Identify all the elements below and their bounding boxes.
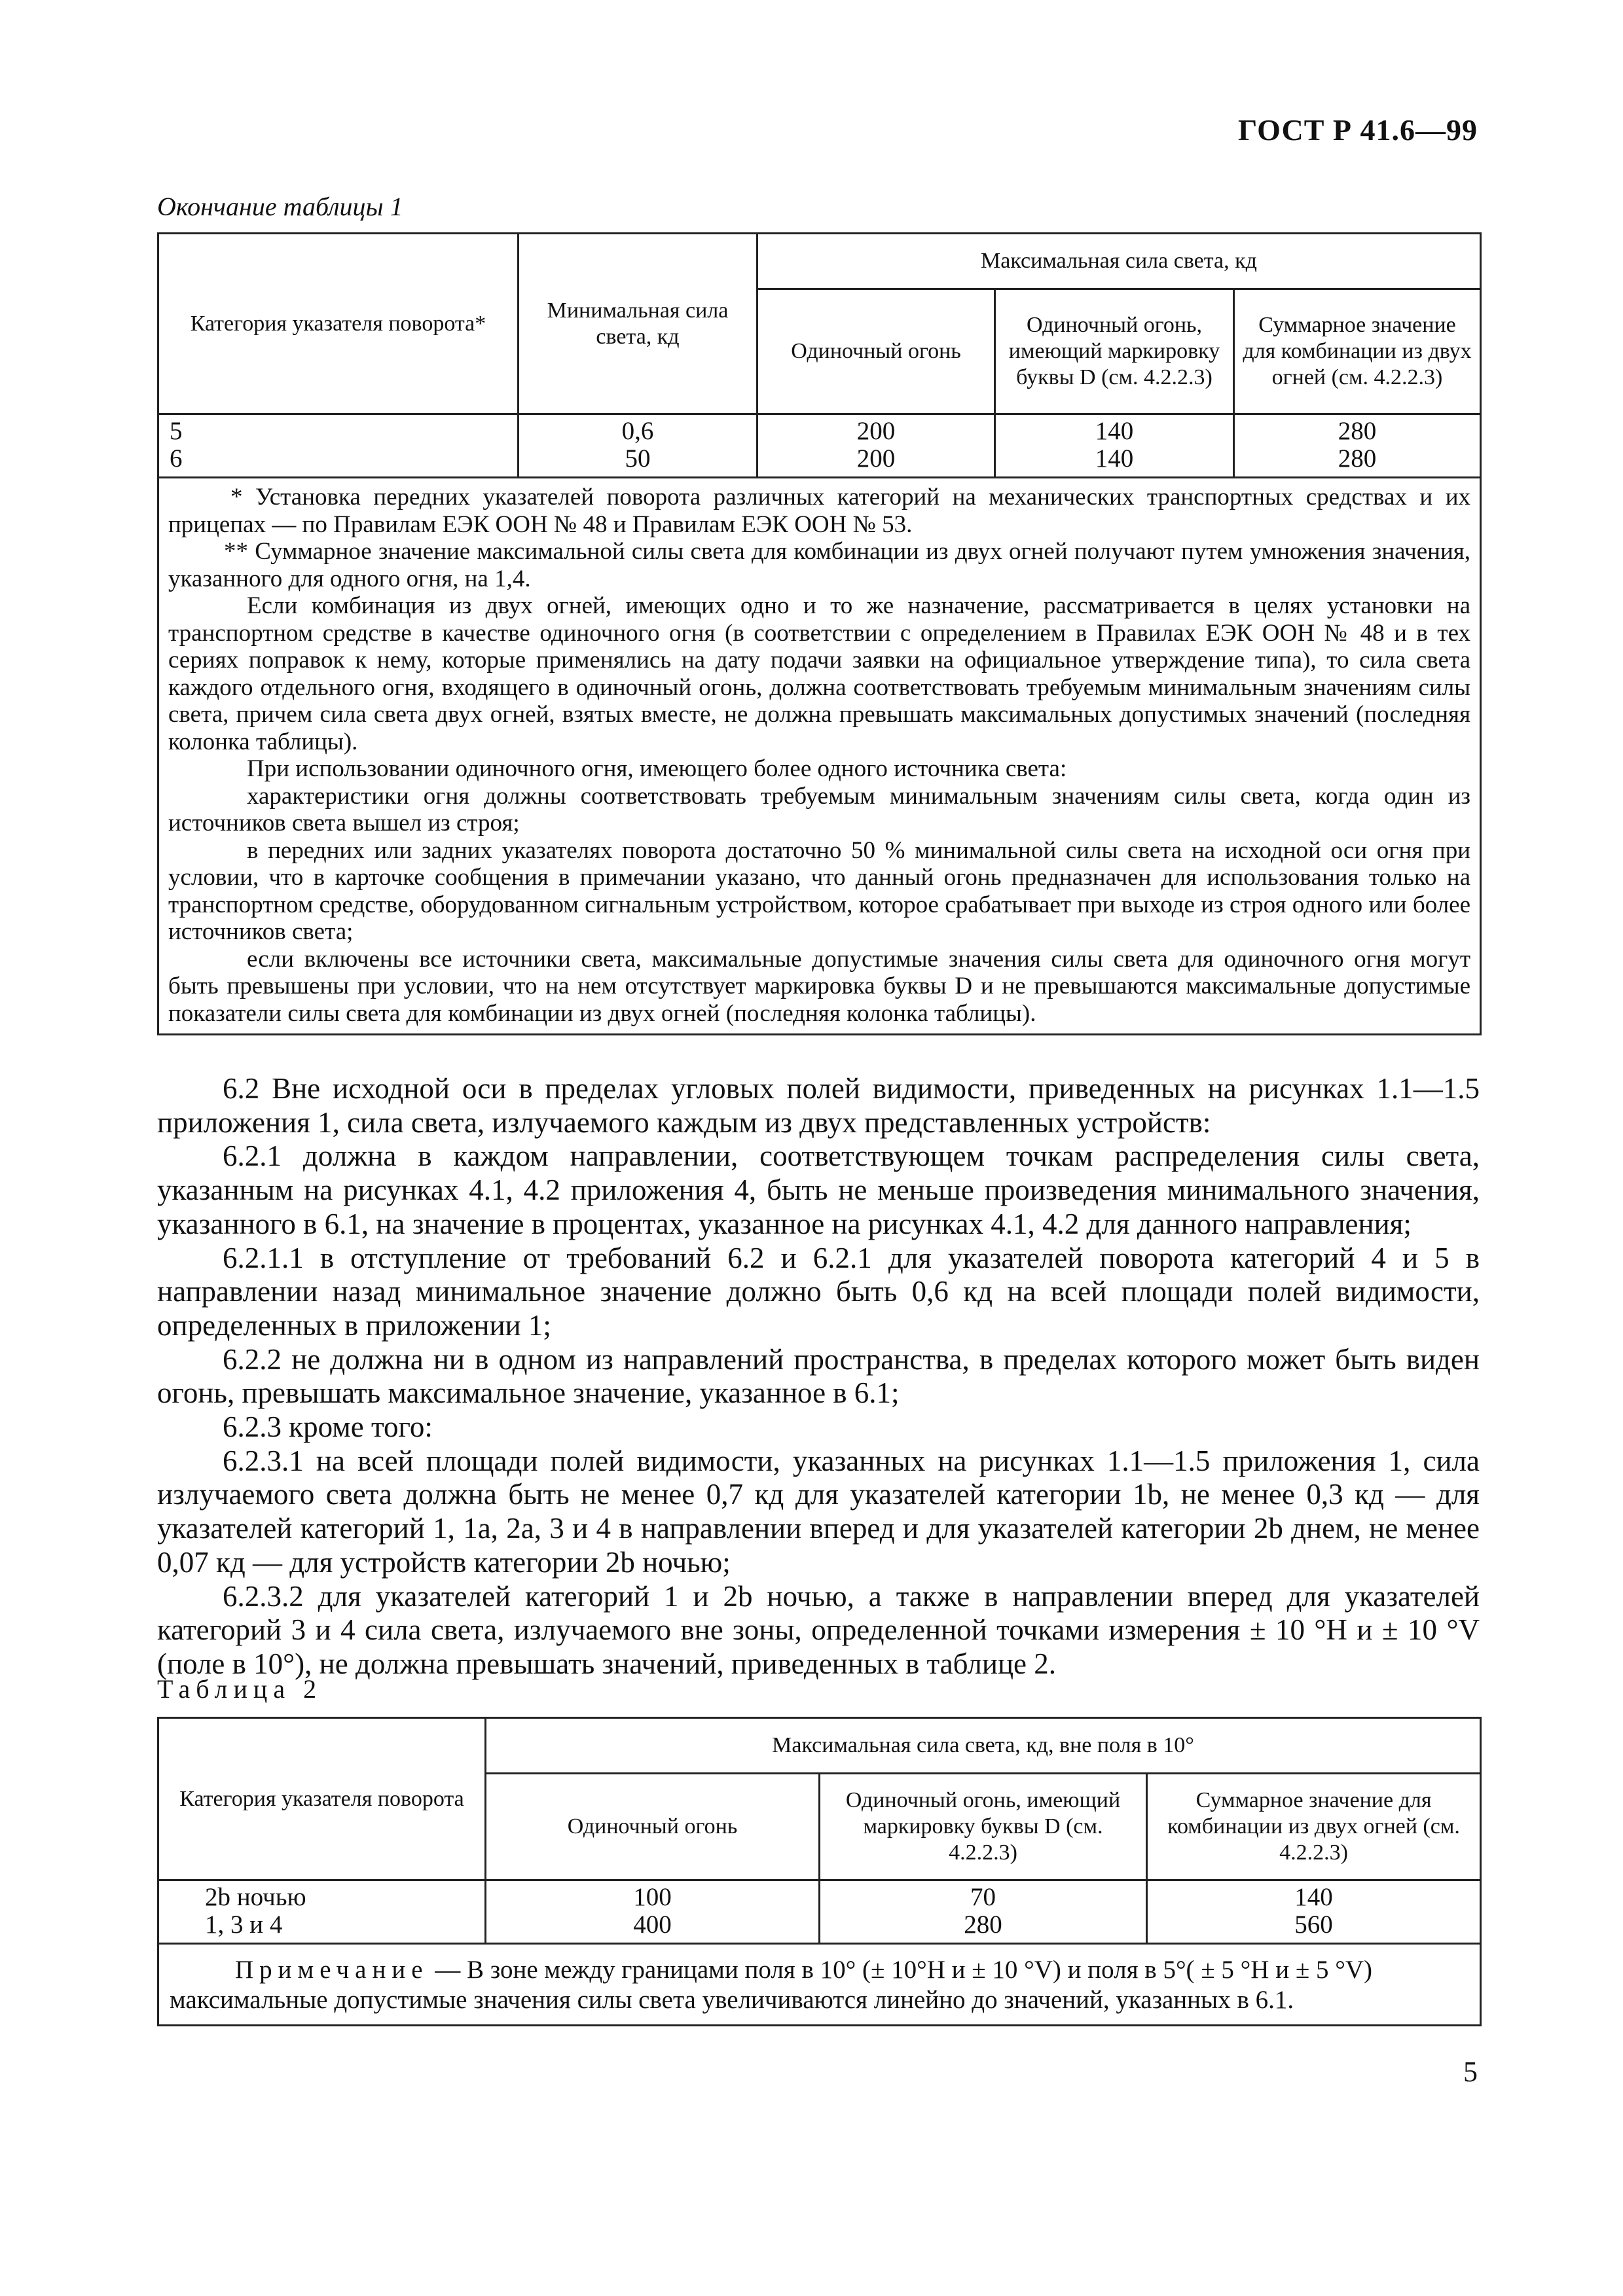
table2-caption: Таблица 2 [157,1674,323,1704]
paragraph-6-2-3: 6.2.3 кроме того: [223,1410,433,1444]
table1-note: При использовании одиночного огня, имеющего более одного источника света: [247,755,1067,782]
paragraph-6-2: 6.2 Вне исходной оси в пределах угловых полей видимости, приведенных на рисунках 1.1—1.5 приложения 1, сила света, излучаемого каждым из двух представленных устройств: [157,1072,1480,1139]
table2-cell-single-d [820,1880,1147,1944]
table1-header-category: Категория указателя поворота* [158,234,519,414]
table-2 [157,1717,1482,2026]
table2-note [158,1944,1481,2026]
table1-cell-min [519,414,757,478]
table-cell: 140 [1294,1883,1333,1911]
table1-header-max-group: Максимальная сила света, кд [757,234,1481,289]
table1-notes [158,478,1481,1035]
table1-caption: Окончание таблицы 1 [157,192,403,221]
table-cell: 400 [633,1910,672,1939]
table-row: 1, 3 и 4 [205,1910,283,1939]
table2-header-sum: Суммарное значение для комбинации из двух огней (см. 4.2.2.3) [1147,1774,1481,1880]
table2-cell-sum [1147,1880,1481,1944]
table1-note: если включены все источники света, максимальные допустимые значения силы света для одиночного огня могут быть превышены при условии, что на нем отсутствует маркировка буквы D и не превышаются максимальные допустимые показатели силы света для комбинации из двух огней (последняя колонка таблицы). [168,945,1471,1027]
table1-header-min: Минимальная сила света, кд [519,234,757,414]
table-cell: 560 [1294,1910,1333,1939]
page-number: 5 [1463,2056,1478,2088]
table2-header-category: Категория указателя поворота [158,1718,486,1880]
table-cell: 70 [970,1883,996,1911]
paragraph-6-2-2: 6.2.2 не должна ни в одном из направлений пространства, в пределах которого может быть виден огонь, превышать максимальное значение, указанное в 6.1; [157,1342,1480,1410]
table2-cell-category [158,1880,486,1944]
table-row: 5 [170,417,183,445]
table-row: 6 [170,444,183,473]
table-cell: 280 [964,1910,1002,1939]
table-cell: 280 [1338,444,1377,473]
table2-header-single-d: Одиночный огонь, имеющий маркировку буквы D (см. 4.2.2.3) [820,1774,1147,1880]
table1-note: Если комбинация из двух огней, имеющих одно и то же назначение, рассматривается в целях установки на транспортном средстве в качестве одиночного огня (в соответствии с определением в Правилах ЕЭК ООН № 48 и в тех сериях поправок к нему, которые применялись на дату подачи заявки на официальное утверждение типа), то сила света каждого отдельного огня, входящего в одиночный огонь, должна соответствовать требуемым минимальным значениям силы света, причем сила света двух огней, взятых вместе, не должна превышать максимальных допустимых значений (последняя колонка таблицы). [168,592,1471,755]
table1-cell-category [158,414,519,478]
paragraph-6-2-3-1: 6.2.3.1 на всей площади полей видимости, указанных на рисунках 1.1—1.5 приложения 1, сила излучаемого света должна быть не менее 0,7 кд для указателей категории 1b, не менее 0,3 кд — для указателей категорий 1, 1а, 2а, 3 и 4 в направлении вперед и для указателей категории 2b днем, не менее 0,07 кд — для устройств категории 2b ночью; [157,1444,1480,1579]
table2-header-single: Одиночный огонь [486,1774,820,1880]
table-row: 2b ночью [205,1883,306,1911]
table-1 [157,232,1482,1035]
table-cell: 140 [1095,444,1134,473]
table1-header-single-d: Одиночный огонь, имеющий маркировку буквы D (см. 4.2.2.3) [995,289,1234,414]
table1-header-single: Одиночный огонь [757,289,995,414]
table1-cell-single [757,414,995,478]
table1-cell-single-d [995,414,1234,478]
table-cell: 100 [633,1883,672,1911]
table-cell: 140 [1095,417,1134,445]
table-cell: 200 [856,417,896,445]
table2-header-max-group: Максимальная сила света, кд, вне поля в 10° [486,1718,1481,1774]
table2-note-label: Примечание [235,1956,429,1984]
table1-note: * Установка передних указателей поворота различных категорий на механических транспортных средствах и их прицепах — по Правилам ЕЭК ООН № 48 и Правилам ЕЭК ООН № 53. [168,484,1471,538]
table1-note: характеристики огня должны соответствовать требуемым минимальным значениям силы света, когда один из источников света вышел из строя; [168,782,1471,836]
table-cell: 280 [1338,417,1377,445]
table-cell: 0,6 [621,417,654,445]
body-text [157,1072,1480,1681]
table1-header-sum: Суммарное значение для комбинации из двух огней (см. 4.2.2.3) [1234,289,1481,414]
table2-note-text: — В зоне между границами поля в 10° (± 10°H и ± 10 °V) и поля в 5°( ± 5 °H и ± 5 °V) максимальные допустимые значения силы света увеличиваются линейно до значений, указанных в 6.1. [170,1956,1372,2014]
table-cell: 50 [625,444,651,473]
table2-cell-single [486,1880,820,1944]
table1-cell-sum [1234,414,1481,478]
table-cell: 200 [856,444,896,473]
paragraph-6-2-1-1: 6.2.1.1 в отступление от требований 6.2 и 6.2.1 для указателей поворота категорий 4 и 5 в направлении назад минимальное значение должно быть 0,6 кд на всей площади полей видимости, определенных в приложении 1; [157,1241,1480,1342]
table1-note: ** Суммарное значение максимальной силы света для комбинации из двух огней получают путем умножения значения, указанного для одного огня, на 1,4. [168,538,1471,592]
document-header: ГОСТ Р 41.6—99 [1238,113,1478,147]
table1-note: в передних или задних указателях поворота достаточно 50 % минимальной силы света на исходной оси огня при условии, что в карточке сообщения в примечании указано, что данный огонь предназначен для использования только на транспортном средстве, оборудованном сигнальным устройством, которое срабатывает при выходе из строя одного или более источников света; [168,836,1471,945]
paragraph-6-2-3-2: 6.2.3.2 для указателей категорий 1 и 2b ночью, а также в направлении вперед для указателей категорий 3 и 4 сила света, излучаемого вне зоны, определенной точками измерения ± 10 °H и ± 10 °V (поле в 10°), не должна превышать значений, приведенных в таблице 2. [157,1579,1480,1680]
paragraph-6-2-1: 6.2.1 должна в каждом направлении, соответствующем точкам распределения силы света, указанным на рисунках 4.1, 4.2 приложения 4, быть не меньше произведения минимального значения, указанного в 6.1, на значение в процентах, указанное на рисунках 4.1, 4.2 для данного направления; [157,1139,1480,1240]
